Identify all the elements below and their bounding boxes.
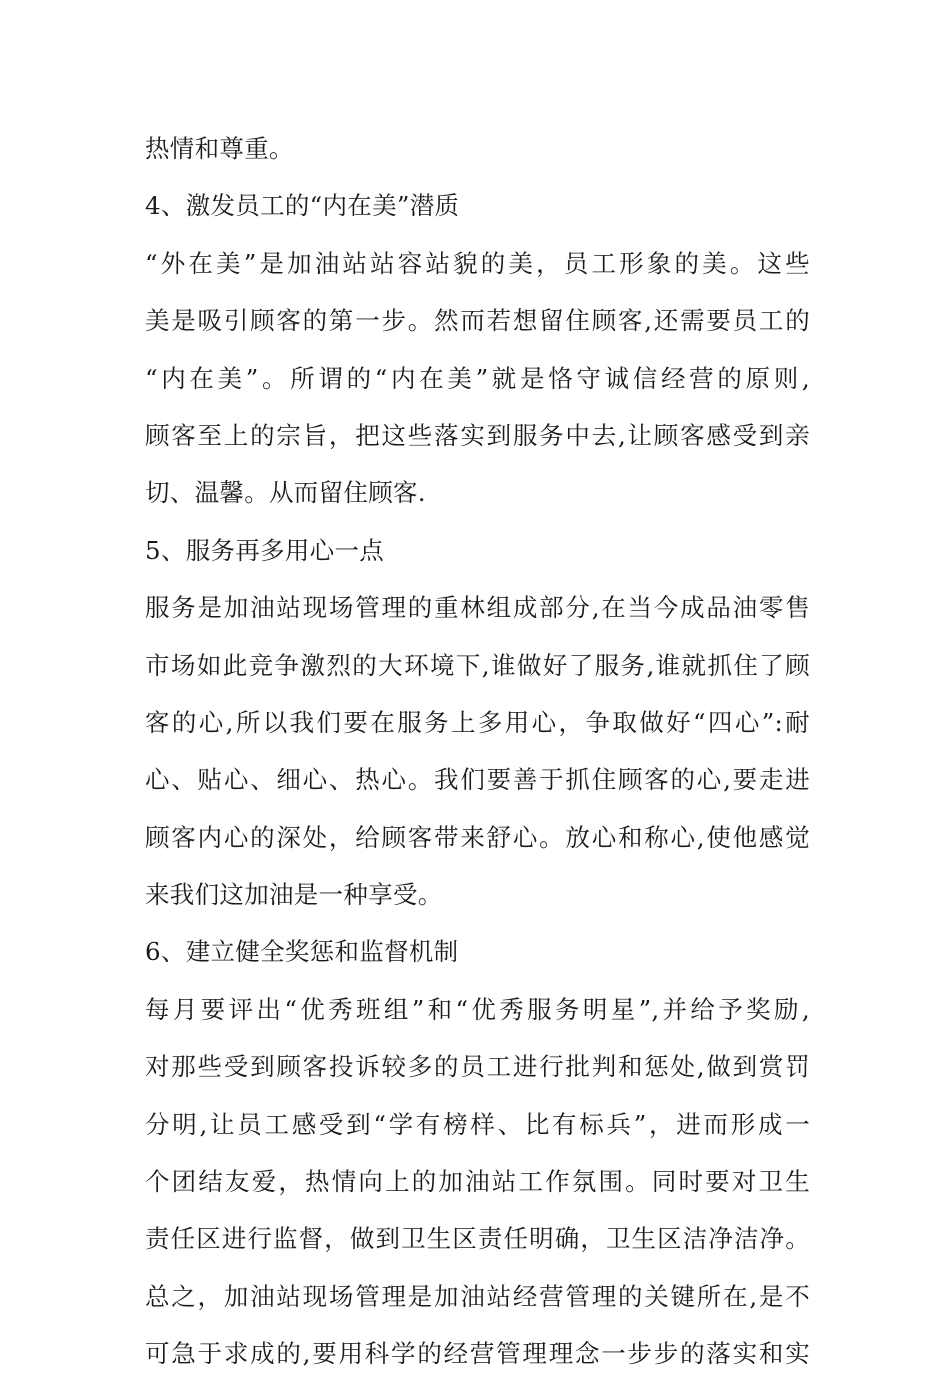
text-line: 可急于求成的,要用科学的经营管理理念一步步的落实和实 [145, 1339, 810, 1369]
text-line: 切、温馨。从而留住顾客. [145, 478, 426, 508]
document-body [145, 127, 810, 1390]
text-line: 顾客至上的宗旨，把这些落实到服务中去,让顾客感受到亲 [145, 420, 810, 450]
text-line: 服务是加油站现场管理的重林组成部分,在当今成品油零售 [145, 593, 810, 623]
text-line: “内在美”。所谓的“内在美”就是恪守诚信经营的原则, [145, 363, 810, 393]
text-line: 对那些受到顾客投诉较多的员工进行批判和惩处,做到赏罚 [145, 1052, 810, 1082]
text-line: 4、激发员工的“内在美”潜质 [145, 191, 460, 221]
text-line: 市场如此竞争激烈的大环境下,谁做好了服务,谁就抓住了顾 [145, 650, 810, 680]
text-line: 分明,让员工感受到“学有榜样、比有标兵”，进而形成一 [145, 1109, 810, 1139]
text-line: 6、建立健全奖惩和监督机制 [145, 937, 459, 967]
text-line: 美是吸引顾客的第一步。然而若想留住顾客,还需要员工的 [145, 306, 810, 336]
text-line: 每月要评出“优秀班组”和“优秀服务明星”,并给予奖励, [145, 994, 810, 1024]
text-line: “外在美”是加油站站容站貌的美，员工形象的美。这些 [145, 248, 810, 278]
text-line: 客的心,所以我们要在服务上多用心，争取做好“四心”:耐 [145, 707, 810, 737]
text-line: 心、贴心、细心、热心。我们要善于抓住顾客的心,要走进 [145, 765, 810, 795]
text-line: 责任区进行监督，做到卫生区责任明确，卫生区洁净洁净。 [145, 1224, 810, 1254]
text-line: 个团结友爱，热情向上的加油站工作氛围。同时要对卫生 [145, 1167, 810, 1197]
text-line: 总之，加油站现场管理是加油站经营管理的关键所在,是不 [145, 1281, 810, 1311]
text-line: 5、服务再多用心一点 [145, 535, 385, 565]
text-line: 来我们这加油是一种享受。 [145, 880, 443, 910]
text-line: 顾客内心的深处，给顾客带来舒心。放心和称心,使他感觉 [145, 822, 810, 852]
text-line: 热情和尊重。 [145, 134, 294, 163]
